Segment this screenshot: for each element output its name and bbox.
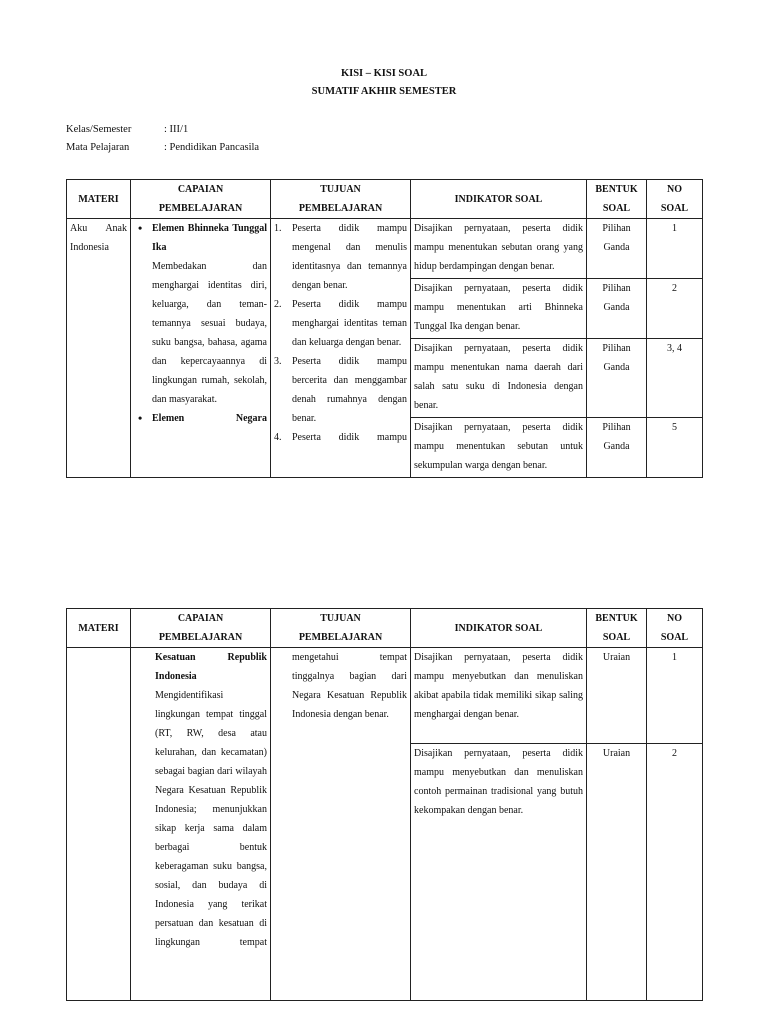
kisi-table-1 bbox=[66, 179, 703, 478]
tujuan-item: 1. Peserta didik mampu mengenal dan menulis identitasnya dan temannya dengan benar. bbox=[274, 223, 407, 291]
header-capaian: CAPAIAN PEMBELAJARAN bbox=[131, 609, 271, 648]
capaian-text: Membedakan dan menghargai identitas diri, keluarga, dan teman-temannya sesuai budaya, suku bangsa, bahasa, agama dan kepercayaannya di lingkungan rumah, sekolah, dan masyarakat. bbox=[152, 261, 267, 405]
cell-bentuk: Pilihan Ganda bbox=[587, 219, 647, 279]
cell-indikator: Disajikan pernyataan, peserta didik mampu menyebutkan dan menuliskan akibat apabila tidak memiliki sikap saling menghargai dengan benar. bbox=[411, 648, 587, 744]
kisi-table-2 bbox=[66, 608, 703, 1001]
header-indikator: INDIKATOR SOAL bbox=[411, 609, 587, 648]
cell-no: 2 bbox=[647, 278, 703, 338]
header-bentuk: BENTUK SOAL bbox=[587, 609, 647, 648]
cell-tujuan bbox=[271, 648, 411, 1001]
cell-bentuk: Pilihan Ganda bbox=[587, 278, 647, 338]
table-header-row bbox=[67, 180, 703, 219]
header-tujuan: TUJUAN PEMBELAJARAN bbox=[271, 609, 411, 648]
cell-indikator: Disajikan pernyataan, peserta didik mampu menyebutkan dan menuliskan contoh permainan tradisional yang butuh kekompakan dengan benar. bbox=[411, 744, 587, 1001]
header-materi: MATERI bbox=[67, 180, 131, 219]
meta-label: Mata Pelajaran bbox=[66, 142, 130, 153]
cell-capaian bbox=[131, 648, 271, 1001]
capaian-bold: Kesatuan Republik Indonesia bbox=[155, 652, 267, 682]
cell-materi: Aku Anak Indonesia bbox=[67, 219, 131, 478]
tujuan-item: 4. Peserta didik mampu bbox=[274, 432, 407, 443]
cell-indikator: Disajikan pernyataan, peserta didik mampu menentukan sebutan orang yang hidup berdampingan dengan benar. bbox=[411, 219, 587, 279]
header-indikator: INDIKATOR SOAL bbox=[411, 180, 587, 219]
cell-indikator: Disajikan pernyataan, peserta didik mampu menentukan sebutan untuk sekumpulan warga dengan benar. bbox=[411, 418, 587, 478]
cell-bentuk: Uraian bbox=[587, 744, 647, 1001]
cell-bentuk: Pilihan Ganda bbox=[587, 418, 647, 478]
cell-tujuan bbox=[271, 219, 411, 478]
document-subtitle: SUMATIF AKHIR SEMESTER bbox=[311, 86, 457, 97]
tujuan-item: 2. Peserta didik mampu menghargai identitas teman dan keluarga dengan benar. bbox=[274, 299, 407, 348]
cell-indikator: Disajikan pernyataan, peserta didik mampu menentukan nama daerah dari salah satu suku di Indonesia dengan benar. bbox=[411, 338, 587, 417]
header-tujuan: TUJUAN PEMBELAJARAN bbox=[271, 180, 411, 219]
cell-no: 5 bbox=[647, 418, 703, 478]
meta-mapel bbox=[66, 142, 259, 153]
meta-value: : III/1 bbox=[164, 124, 189, 135]
document-title: KISI – KISI SOAL bbox=[340, 68, 428, 79]
cell-no: 1 bbox=[647, 219, 703, 279]
header-materi: MATERI bbox=[67, 609, 131, 648]
header-no: NO SOAL bbox=[647, 609, 703, 648]
tujuan-text: mengetahui tempat tinggalnya bagian dari Negara Kesatuan Republik Indonesia dengan benar. bbox=[292, 652, 407, 720]
cell-no: 3, 4 bbox=[647, 338, 703, 417]
meta-kelas bbox=[66, 124, 188, 135]
cell-bentuk: Uraian bbox=[587, 648, 647, 744]
capaian-bullet: • Elemen Bhinneka Tunggal Ika bbox=[134, 219, 267, 257]
cell-bentuk: Pilihan Ganda bbox=[587, 338, 647, 417]
table-row bbox=[67, 648, 703, 744]
header-capaian: CAPAIAN PEMBELAJARAN bbox=[131, 180, 271, 219]
meta-label: Kelas/Semester bbox=[66, 124, 132, 135]
cell-no: 1 bbox=[647, 648, 703, 744]
table-row bbox=[67, 219, 703, 279]
capaian-bullet: • Elemen Negara bbox=[134, 409, 267, 428]
cell-indikator: Disajikan pernyataan, peserta didik mampu menentukan arti Bhinneka Tunggal Ika dengan benar. bbox=[411, 278, 587, 338]
table-header-row bbox=[67, 609, 703, 648]
header-no: NO SOAL bbox=[647, 180, 703, 219]
cell-materi bbox=[67, 648, 131, 1001]
header-bentuk: BENTUK SOAL bbox=[587, 180, 647, 219]
capaian-text: Mengidentifikasi lingkungan tempat tinggal (RT, RW, desa atau kelurahan, dan kecamatan) sebagai bagian dari wilayah Negara Kesatuan Republik Indonesia; menunjukkan sikap kerja sama dalam berbagai bentuk keberagaman suku bangsa, sosial, dan budaya di Indonesia yang terikat persatuan dan kesatuan di lingkungan tempat bbox=[155, 690, 267, 948]
tujuan-item: 3. Peserta didik mampu bercerita dan menggambar denah rumahnya dengan benar. bbox=[274, 356, 407, 424]
cell-no: 2 bbox=[647, 744, 703, 1001]
cell-capaian bbox=[131, 219, 271, 478]
meta-value: : Pendidikan Pancasila bbox=[164, 142, 260, 153]
